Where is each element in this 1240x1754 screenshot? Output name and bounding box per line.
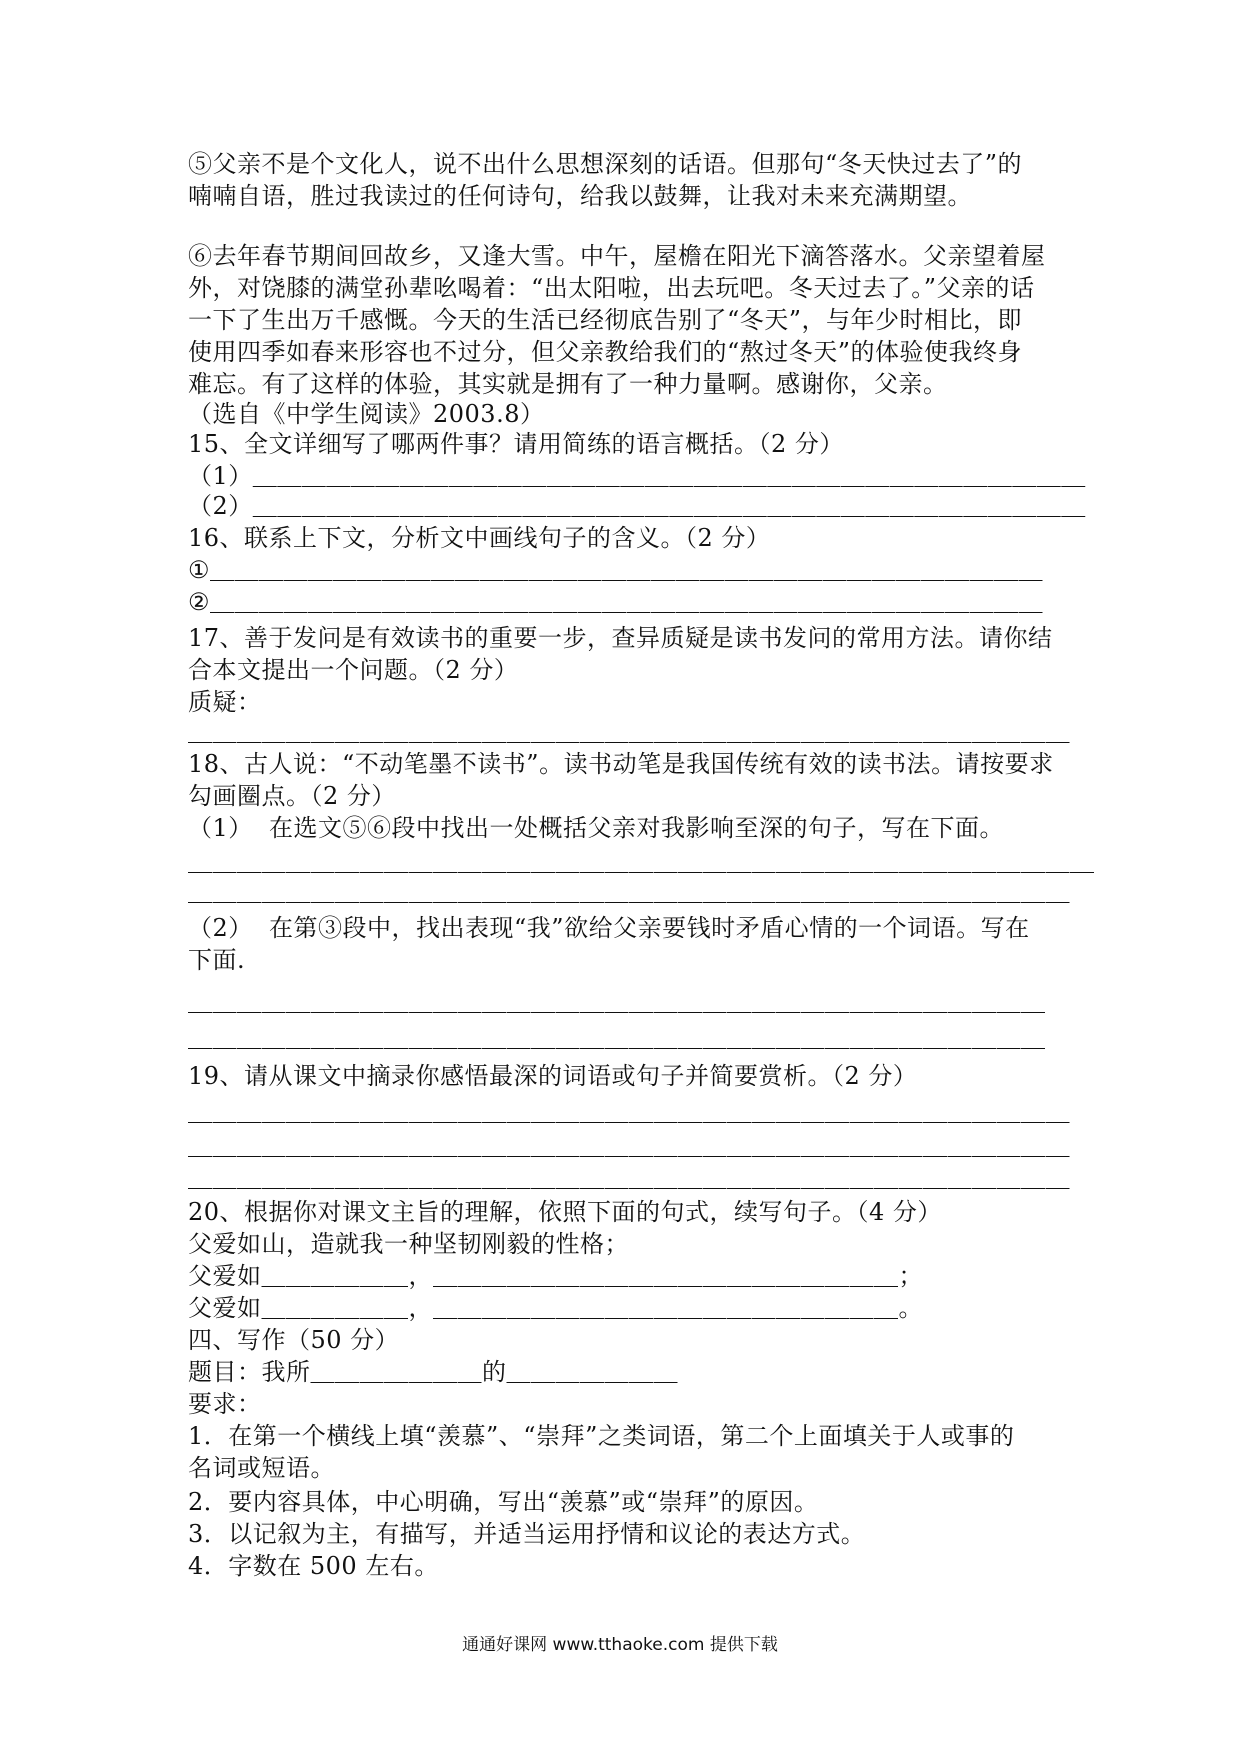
question-18-line-1: 18、古人说：“不动笔墨不读书”。读书动笔是我国传统有效的读书法。请按要求 xyxy=(188,750,1054,778)
question-18-1: （1） 在选文⑤⑥段中找出一处概括父亲对我影响至深的句子，写在下面。 xyxy=(188,814,1005,842)
question-17-line-3: 质疑： xyxy=(188,688,262,716)
page-footer: 通通好课网 www.tthaoke.com 提供下载 xyxy=(462,1635,778,1655)
writing-heading: 四、写作（50 分） xyxy=(188,1326,400,1354)
requirement-1-line-1: 1．在第一个横线上填“羡慕”、“崇拜”之类词语，第二个上面填关于人或事的 xyxy=(188,1422,1015,1450)
answer-line-20-1[interactable]: 父爱如＿＿＿＿＿＿，＿＿＿＿＿＿＿＿＿＿＿＿＿＿＿＿＿＿＿； xyxy=(188,1262,923,1290)
answer-line-18-1b[interactable]: ＿＿＿＿＿＿＿＿＿＿＿＿＿＿＿＿＿＿＿＿＿＿＿＿＿＿＿＿＿＿＿＿＿＿＿＿ xyxy=(188,878,1070,906)
answer-line-19a[interactable]: ＿＿＿＿＿＿＿＿＿＿＿＿＿＿＿＿＿＿＿＿＿＿＿＿＿＿＿＿＿＿＿＿＿＿＿＿ xyxy=(188,1098,1070,1126)
answer-line-18-1a[interactable]: ＿＿＿＿＿＿＿＿＿＿＿＿＿＿＿＿＿＿＿＿＿＿＿＿＿＿＿＿＿＿＿＿＿＿＿＿＿ xyxy=(188,848,1095,876)
answer-line-16-1[interactable]: ①＿＿＿＿＿＿＿＿＿＿＿＿＿＿＿＿＿＿＿＿＿＿＿＿＿＿＿＿＿＿＿＿＿＿ xyxy=(188,556,1044,584)
writing-requirements-label: 要求： xyxy=(188,1390,262,1418)
answer-line-18-2a[interactable]: ＿＿＿＿＿＿＿＿＿＿＿＿＿＿＿＿＿＿＿＿＿＿＿＿＿＿＿＿＿＿＿＿＿＿＿ xyxy=(188,988,1046,1016)
question-19: 19、请从课文中摘录你感悟最深的词语或句子并简要赏析。（2 分） xyxy=(188,1062,918,1090)
question-17-line-2: 合本文提出一个问题。（2 分） xyxy=(188,656,519,684)
paragraph-5-line-2: 喃喃自语，胜过我读过的任何诗句，给我以鼓舞，让我对未来充满期望。 xyxy=(188,182,972,210)
question-15: 15、全文详细写了哪两件事？请用简练的语言概括。（2 分） xyxy=(188,430,844,458)
paragraph-6-line-4: 使用四季如春来形容也不过分，但父亲教给我们的“熬过冬天”的体验使我终身 xyxy=(188,338,1023,366)
source-note: （选自《中学生阅读》2003.8） xyxy=(188,400,545,428)
answer-line-18-2b[interactable]: ＿＿＿＿＿＿＿＿＿＿＿＿＿＿＿＿＿＿＿＿＿＿＿＿＿＿＿＿＿＿＿＿＿＿＿ xyxy=(188,1024,1046,1052)
question-17-line-1: 17、善于发问是有效读书的重要一步，查异质疑是读书发问的常用方法。请你结 xyxy=(188,624,1053,652)
requirement-3: 3．以记叙为主，有描写，并适当运用抒情和议论的表达方式。 xyxy=(188,1520,866,1548)
question-20-example: 父爱如山，造就我一种坚韧刚毅的性格； xyxy=(188,1230,629,1258)
question-16: 16、联系上下文，分析文中画线句子的含义。（2 分） xyxy=(188,524,771,552)
answer-line-15-2[interactable]: （2）＿＿＿＿＿＿＿＿＿＿＿＿＿＿＿＿＿＿＿＿＿＿＿＿＿＿＿＿＿＿＿＿＿＿ xyxy=(188,492,1086,520)
answer-line-20-2[interactable]: 父爱如＿＿＿＿＿＿，＿＿＿＿＿＿＿＿＿＿＿＿＿＿＿＿＿＿＿。 xyxy=(188,1294,923,1322)
paragraph-6-line-5: 难忘。有了这样的体验，其实就是拥有了一种力量啊。感谢你，父亲。 xyxy=(188,370,948,398)
answer-line-17[interactable]: ＿＿＿＿＿＿＿＿＿＿＿＿＿＿＿＿＿＿＿＿＿＿＿＿＿＿＿＿＿＿＿＿＿＿＿＿ xyxy=(188,718,1070,746)
answer-line-19c[interactable]: ＿＿＿＿＿＿＿＿＿＿＿＿＿＿＿＿＿＿＿＿＿＿＿＿＿＿＿＿＿＿＿＿＿＿＿＿ xyxy=(188,1164,1070,1192)
requirement-4: 4．字数在 500 左右。 xyxy=(188,1552,439,1580)
answer-line-16-2[interactable]: ②＿＿＿＿＿＿＿＿＿＿＿＿＿＿＿＿＿＿＿＿＿＿＿＿＿＿＿＿＿＿＿＿＿＿ xyxy=(188,588,1044,616)
requirement-1-line-2: 名词或短语。 xyxy=(188,1454,335,1482)
paragraph-6-line-1: ⑥去年春节期间回故乡，又逢大雪。中午，屋檐在阳光下滴答落水。父亲望着屋 xyxy=(188,242,1046,270)
paragraph-5-line-1: ⑤父亲不是个文化人，说不出什么思想深刻的话语。但那句“冬天快过去了”的 xyxy=(188,150,1023,178)
question-18-2-line-2: 下面. xyxy=(188,946,246,974)
question-20: 20、根据你对课文主旨的理解，依照下面的句式，续写句子。（4 分） xyxy=(188,1198,942,1226)
requirement-2: 2．要内容具体，中心明确，写出“羡慕”或“崇拜”的原因。 xyxy=(188,1488,819,1516)
question-18-line-2: 勾画圈点。（2 分） xyxy=(188,782,396,810)
paragraph-6-line-2: 外，对饶膝的满堂孙辈吆喝着：“出太阳啦，出去玩吧。冬天过去了。”父亲的话 xyxy=(188,274,1035,302)
question-18-2-line-1: （2） 在第③段中，找出表现“我”欲给父亲要钱时矛盾心情的一个词语。写在 xyxy=(188,914,1030,942)
paragraph-6-line-3: 一下了生出万千感慨。今天的生活已经彻底告别了“冬天”，与年少时相比，即 xyxy=(188,306,1023,334)
writing-topic: 题目：我所＿＿＿＿＿＿＿的＿＿＿＿＿＿＿ xyxy=(188,1358,678,1386)
answer-line-19b[interactable]: ＿＿＿＿＿＿＿＿＿＿＿＿＿＿＿＿＿＿＿＿＿＿＿＿＿＿＿＿＿＿＿＿＿＿＿＿ xyxy=(188,1132,1070,1160)
answer-line-15-1[interactable]: （1）＿＿＿＿＿＿＿＿＿＿＿＿＿＿＿＿＿＿＿＿＿＿＿＿＿＿＿＿＿＿＿＿＿＿ xyxy=(188,462,1086,490)
